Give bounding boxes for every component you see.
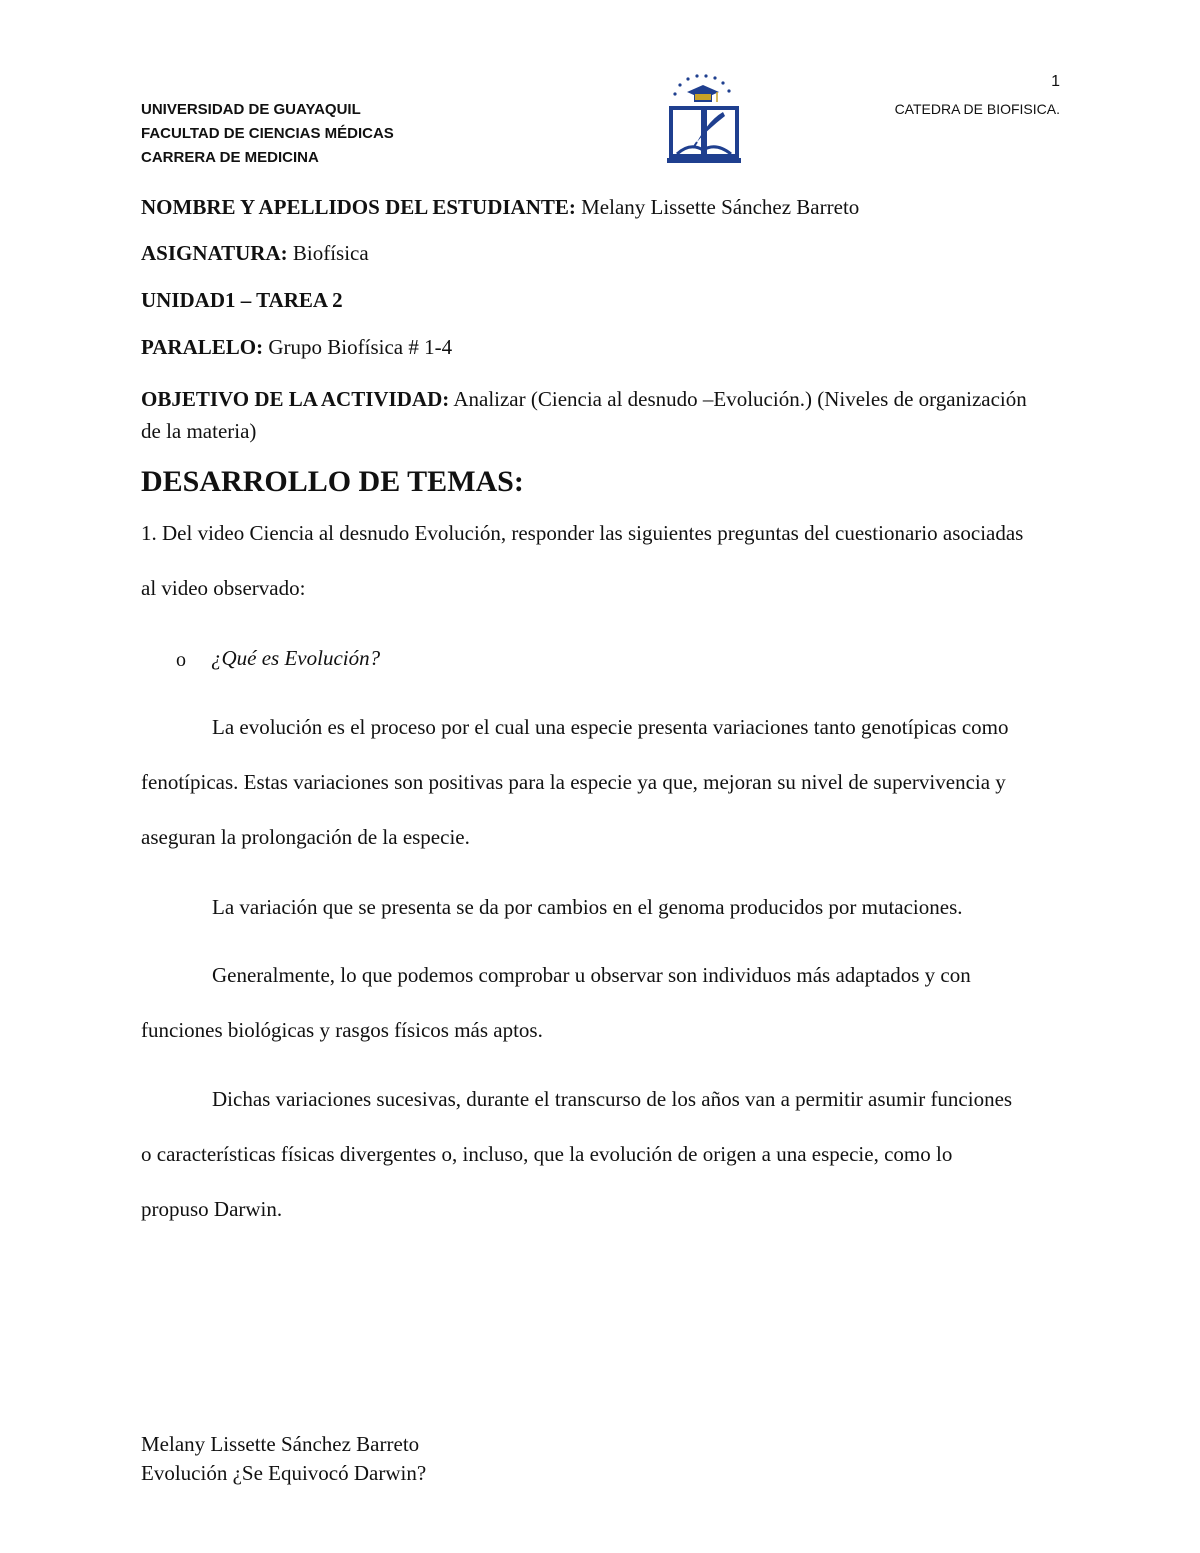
body-paragraph: Dichas variaciones sucesivas, durante el transcurso de los años van a permitir asumir funciones o características físicas divergentes o, incluso, que la evolución de origen a una especie, como lo propuso Darwin. (141, 1087, 1013, 1221)
faculty-name: FACULTAD DE CIENCIAS MÉDICAS (141, 125, 394, 142)
footer-author: Melany Lissette Sánchez Barreto (141, 1432, 420, 1456)
subject-label: ASIGNATURA: (141, 241, 288, 265)
chair-name: CATEDRA DE BIOFISICA. (894, 101, 1060, 117)
group-field (141, 331, 1061, 363)
section-title: DESARROLLO DE TEMAS: (141, 465, 524, 498)
unit-field (141, 284, 1061, 316)
subject-value: Biofísica (292, 241, 369, 265)
footer-title: Evolución ¿Se Equivocó Darwin? (141, 1461, 427, 1485)
unit-label: UNIDAD1 – TAREA 2 (141, 288, 343, 312)
group-value: Grupo Biofísica # 1-4 (268, 335, 453, 359)
career-name: CARRERA DE MEDICINA (141, 149, 319, 166)
student-label: NOMBRE Y APELLIDOS DEL ESTUDIANTE: (141, 195, 576, 219)
page-number: 1 (1051, 73, 1060, 90)
student-value: Melany Lissette Sánchez Barreto (581, 195, 860, 219)
question-heading: ¿Qué es Evolución? (211, 646, 381, 670)
university-book-logo-icon (663, 72, 745, 164)
student-field (141, 191, 1061, 223)
institution-header (141, 98, 394, 170)
body-paragraph: La evolución es el proceso por el cual una especie presenta variaciones tanto genotípicas como fenotípicas. Estas variaciones son positivas para la especie ya que, mejoran su nivel de supervivencia y aseguran la prolongación de la especie. (141, 715, 1009, 849)
body-paragraph: Generalmente, lo que podemos comprobar u observar son individuos más adaptados y con funciones biológicas y rasgos físicos más aptos. (141, 963, 971, 1042)
page-footer (141, 1430, 426, 1488)
objective-field (141, 383, 1041, 447)
group-label: PARALELO: (141, 335, 264, 359)
body-paragraph: La variación que se presenta se da por cambios en el genoma producidos por mutaciones. (212, 895, 963, 919)
university-name: UNIVERSIDAD DE GUAYAQUIL (141, 101, 361, 118)
objective-value: Analizar (Ciencia al desnudo –Evolución.) (Niveles de organización de la materia) (141, 387, 1027, 443)
subject-field (141, 237, 1061, 269)
objective-label: OBJETIVO DE LA ACTIVIDAD: (141, 387, 450, 411)
intro-paragraph: 1. Del video Ciencia al desnudo Evolución, responder las siguientes preguntas del cuestionario asociadas al video observado: (141, 521, 1024, 600)
bullet-circle-icon: o (176, 649, 186, 671)
